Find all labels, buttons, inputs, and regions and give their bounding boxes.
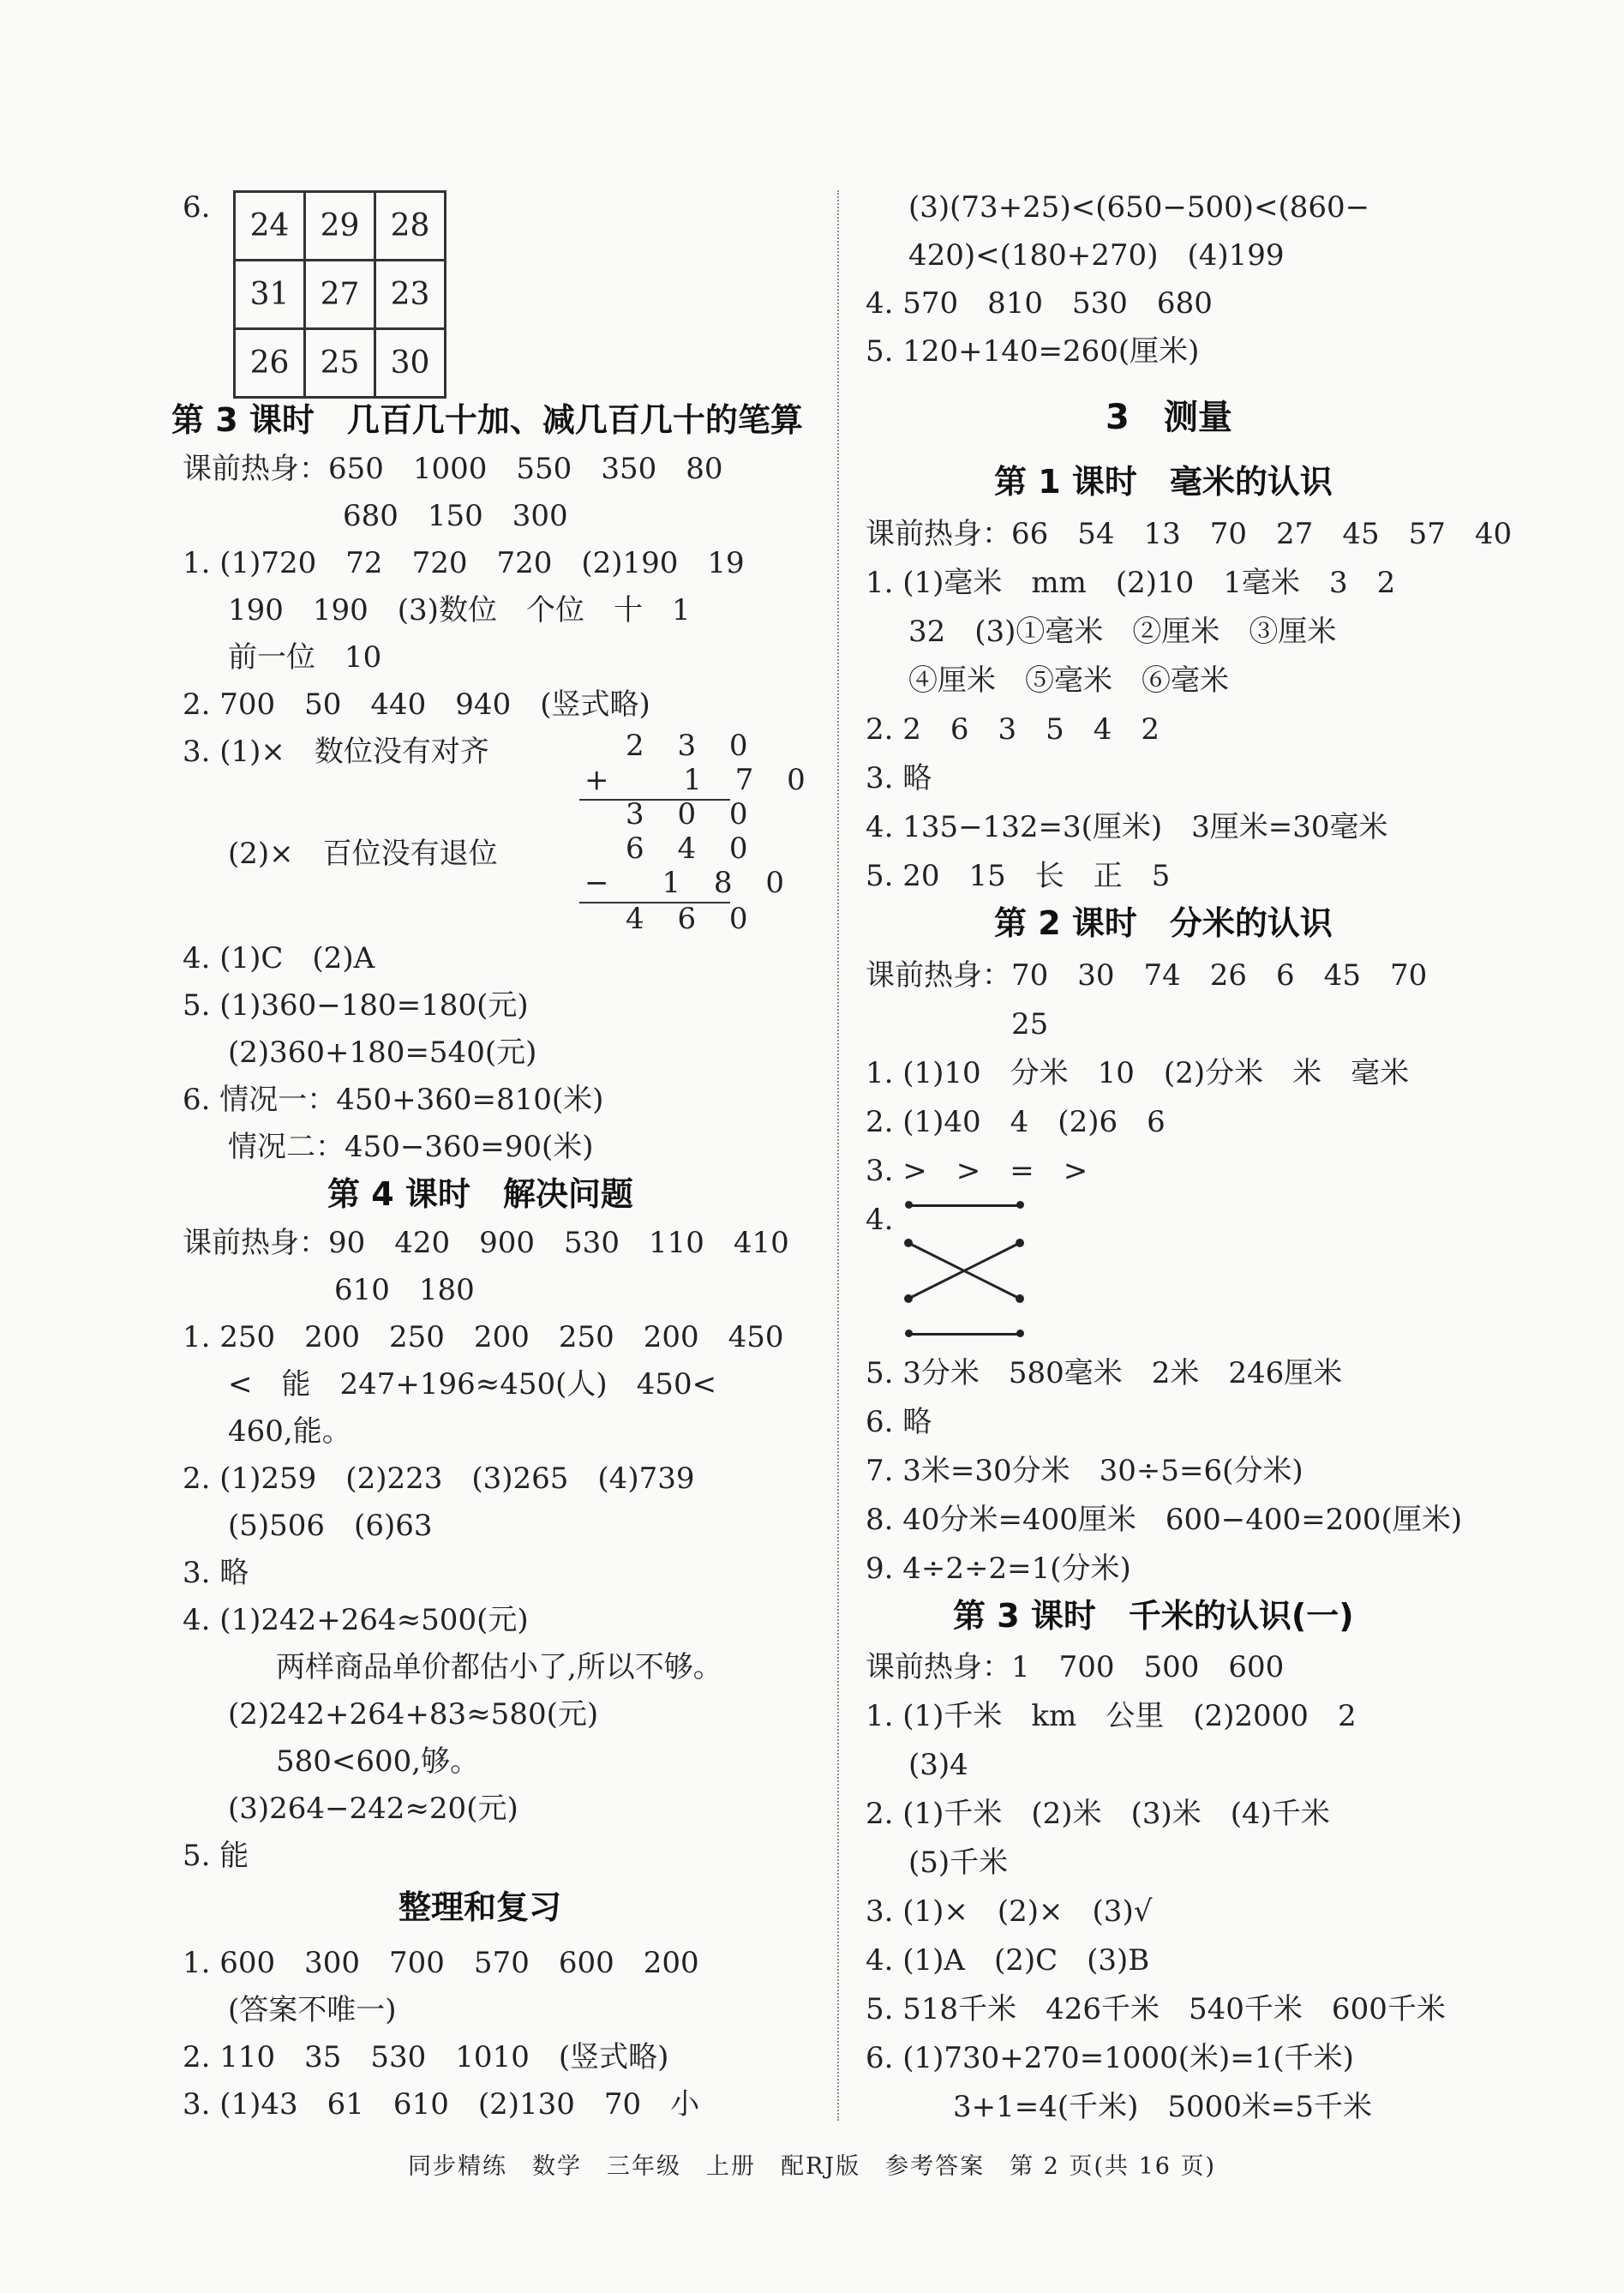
warmup-text: 680 150 300 [343, 499, 568, 533]
answer-line: (3)264−242≈20(元) [228, 1792, 518, 1826]
unit-heading: 3 测量 [1106, 398, 1232, 437]
answer-line: 190 190 (3)数位 个位 十 1 [228, 593, 691, 627]
answer-line: (5)千米 [908, 1846, 1009, 1880]
answer-line: 情况二：450−360=90(米) [228, 1130, 594, 1164]
match-dot [905, 1330, 913, 1337]
answer-line: 5. 120+140=260(厘米) [866, 334, 1200, 369]
lesson3-heading: 第 3 课时 几百几十加、减几百几十的笔算 [171, 401, 803, 439]
answer-line: 420)<(180+270) (4)199 [908, 238, 1285, 273]
answer-line: 1. (1)10 分米 10 (2)分米 米 毫米 [866, 1056, 1410, 1090]
answer-line: 8. 40分米=400厘米 600−400=200(厘米) [866, 1503, 1463, 1537]
answer-line: 2. (1)259 (2)223 (3)265 (4)739 [183, 1462, 695, 1496]
answer-line: 9. 4÷2÷2=1(分米) [866, 1552, 1131, 1586]
answer-line: 2. (1)40 4 (2)6 6 [866, 1105, 1166, 1139]
answer-line: 6. (1)730+270=1000(米)=1(千米) [866, 2041, 1354, 2075]
answer-line: 1. 600 300 700 570 600 200 [183, 1946, 699, 1980]
vertical-calc-row: 6 4 0 [626, 831, 760, 866]
review-heading: 整理和复习 [399, 1888, 562, 1926]
grid-cell: 29 [305, 192, 375, 261]
answer-line: 3. 略 [866, 761, 932, 795]
lesson4-heading: 第 4 课时 解决问题 [327, 1175, 633, 1213]
answer-line: 1. (1)720 72 720 720 (2)190 19 [183, 546, 745, 580]
page-footer: 同步精练 数学 三年级 上册 配RJ版 参考答案 第 2 页(共 16 页) [407, 2153, 1217, 2180]
match-dot [1016, 1330, 1024, 1337]
warmup-text: 课前热身：650 1000 550 350 80 [183, 452, 723, 486]
answer-line: 1. (1)毫米 mm (2)10 1毫米 3 2 [866, 566, 1396, 600]
answer-line: 4. [866, 1203, 894, 1237]
answer-line: 两样商品单价都估小了,所以不够。 [276, 1650, 722, 1684]
cross-lines [900, 1234, 1028, 1312]
warmup-text: 课前热身：70 30 74 26 6 45 70 [866, 958, 1428, 993]
answer-line: 7. 3米=30分米 30÷5=6(分米) [866, 1454, 1303, 1488]
grid-cell: 23 [375, 261, 446, 329]
answer-line: 4. (1)C (2)A [183, 941, 375, 975]
answer-line: 前一位 10 [228, 640, 382, 675]
answer-line: 580<600,够。 [276, 1744, 480, 1779]
answer-line: (3)4 [908, 1748, 968, 1782]
answer-line: 4. 570 810 530 680 [866, 286, 1213, 321]
answer-line: 32 (3)①毫米 ②厘米 ③厘米 [908, 615, 1337, 649]
answer-line: 3. (1)43 61 610 (2)130 70 小 [183, 2087, 700, 2122]
answer-line: 4. 135−132=3(厘米) 3厘米=30毫米 [866, 810, 1388, 844]
warmup-text: 课前热身：1 700 500 600 [866, 1650, 1285, 1684]
answer-line: 1. (1)千米 km 公里 (2)2000 2 [866, 1699, 1357, 1733]
vertical-calc-row: 4 6 0 [626, 902, 760, 936]
answer-line: 2. (1)千米 (2)米 (3)米 (4)千米 [866, 1797, 1330, 1831]
answer-line: 460,能。 [228, 1414, 351, 1449]
answer-line: (3)(73+25)<(650−500)<(860− [908, 190, 1370, 225]
answer-line: (2)242+264+83≈580(元) [228, 1697, 599, 1732]
match-line [908, 1204, 1020, 1207]
match-dot [1016, 1201, 1024, 1209]
answer-line: 3. 略 [183, 1556, 249, 1590]
grid-cell: 25 [305, 329, 375, 398]
grid-cell: 24 [235, 192, 305, 261]
answer-line: 2. 2 6 3 5 4 2 [866, 712, 1160, 747]
grid-cell: 30 [375, 329, 446, 398]
answer-line: (2)× 百位没有退位 [228, 837, 498, 871]
answer-line: 5. 518千米 426千米 540千米 600千米 [866, 1992, 1446, 2026]
answer-line: 4. (1)242+264≈500(元) [183, 1603, 529, 1637]
grid-cell: 31 [235, 261, 305, 329]
answer-line: 2. 110 35 530 1010 (竖式略) [183, 2040, 669, 2074]
answer-line: 3. (1)× 数位没有对齐 [183, 735, 489, 769]
vertical-calc-row: + 1 7 0 [584, 763, 818, 797]
lesson1-heading: 第 1 课时 毫米的认识 [994, 463, 1333, 501]
answer-line: (5)506 (6)63 [228, 1509, 433, 1543]
answer-line: 6. 情况一：450+360=810(米) [183, 1083, 604, 1117]
answer-line: 5. 3分米 580毫米 2米 246厘米 [866, 1356, 1343, 1390]
answer-line: 5. 能 [183, 1839, 249, 1873]
answer-line: (2)360+180=540(元) [228, 1035, 537, 1070]
lesson2-heading: 第 2 课时 分米的认识 [994, 904, 1333, 942]
answer-line: 6. 略 [866, 1405, 932, 1439]
answer-line: 5. 20 15 长 正 5 [866, 859, 1171, 893]
number-grid [233, 190, 446, 399]
answer-line: 5. (1)360−180=180(元) [183, 988, 529, 1023]
grid-cell: 28 [375, 192, 446, 261]
answer-line: 4. (1)A (2)C (3)B [866, 1943, 1150, 1978]
answer-line: 1. 250 200 250 200 250 200 450 [183, 1320, 784, 1354]
answer-line: (答案不唯一) [228, 1993, 397, 2027]
grid-cell: 26 [235, 329, 305, 398]
column-divider [837, 190, 839, 2121]
grid-label: 6. [183, 190, 211, 225]
answer-line: 2. 700 50 440 940 (竖式略) [183, 687, 650, 722]
match-dot [905, 1201, 913, 1209]
warmup-text: 25 [1011, 1007, 1049, 1041]
answer-line: < 能 247+196≈450(人) 450< [228, 1367, 717, 1402]
vertical-calc-row: 3 0 0 [626, 797, 760, 831]
lesson3-km-heading: 第 3 课时 千米的认识(一) [953, 1597, 1354, 1635]
vertical-calc-row: 2 3 0 [626, 729, 760, 763]
answer-line: 3. > > = > [866, 1154, 1088, 1188]
match-line [908, 1333, 1020, 1336]
vertical-calc-row: − 1 8 0 [584, 866, 796, 900]
grid-cell: 27 [305, 261, 375, 329]
answer-line: 3. (1)× (2)× (3)√ [866, 1894, 1153, 1929]
answer-line: 3+1=4(千米) 5000米=5千米 [953, 2090, 1373, 2124]
warmup-text: 610 180 [334, 1273, 475, 1307]
warmup-text: 课前热身：90 420 900 530 110 410 [183, 1226, 789, 1260]
warmup-text: 课前热身：66 54 13 70 27 45 57 40 [866, 517, 1513, 551]
answer-line: ④厘米 ⑤毫米 ⑥毫米 [908, 663, 1229, 698]
